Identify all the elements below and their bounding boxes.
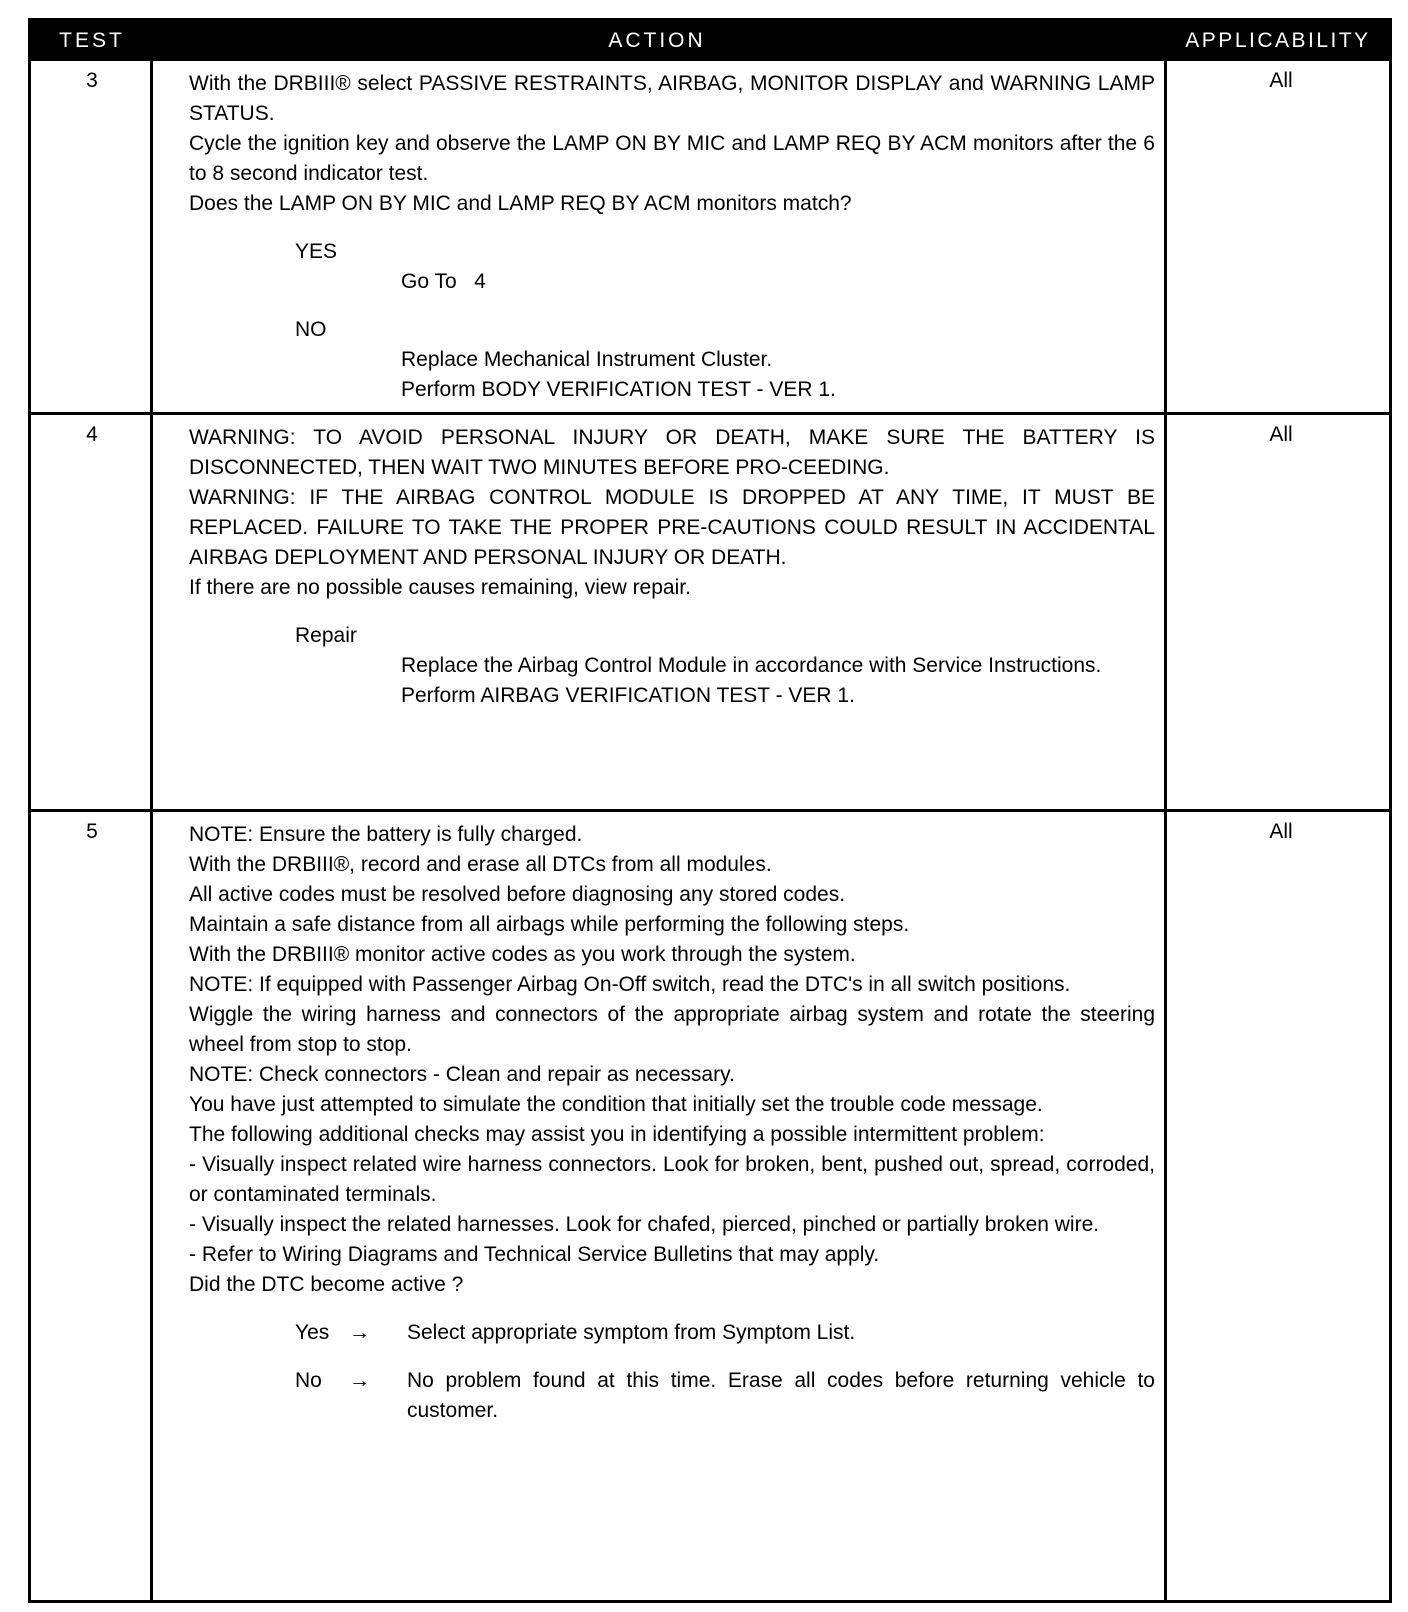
no-label: No [295,1369,322,1392]
action-text: With the DRBIII®, record and erase all DTCs from all modules. [189,853,772,876]
warning-text: WARNING: TO AVOID PERSONAL INJURY OR DEATH, MAKE SURE THE BATTERY IS DISCONNECTED, THEN WAIT TWO MINUTES BEFORE PRO-CEEDING. [189,426,1155,479]
table-row-test-4 [31,415,1389,809]
action-text: NOTE: If equipped with Passenger Airbag On-Off switch, read the DTC's in all switch positions. [189,973,1071,996]
action-text: - Refer to Wiring Diagrams and Technical Service Bulletins that may apply. [189,1243,880,1266]
no-action: Perform BODY VERIFICATION TEST - VER 1. [401,378,836,401]
action-text: All active codes must be resolved before diagnosing any stored codes. [189,883,846,906]
action-text: You have just attempted to simulate the condition that initially set the trouble code message. [189,1093,1043,1116]
action-text: Maintain a safe distance from all airbags while performing the following steps. [189,913,910,936]
action-text: If there are no possible causes remaining, view repair. [189,576,691,599]
header-applicability: APPLICABILITY [1185,29,1371,52]
yes-branch [295,1318,1155,1348]
repair-label: Repair [295,624,357,647]
yes-label: Yes [295,1321,330,1344]
action-text: Cycle the ignition key and observe the LAMP ON BY MIC and LAMP REQ BY ACM monitors after the 6 to 8 second indicator test. [189,132,1155,185]
action-text: With the DRBIII® monitor active codes as you work through the system. [189,943,856,966]
repair-action: Perform AIRBAG VERIFICATION TEST - VER 1. [401,684,855,707]
header-test: TEST [59,29,125,52]
header-action: ACTION [608,29,706,52]
repair-action: Replace the Airbag Control Module in accordance with Service Instructions. [401,654,1102,677]
table-header [31,21,1389,61]
action-text: With the DRBIII® select PASSIVE RESTRAINTS, AIRBAG, MONITOR DISPLAY and WARNING LAMP STATUS. [189,72,1155,125]
test-number: 5 [86,820,98,843]
applicability-value: All [1269,69,1293,92]
action-cell [189,69,1155,405]
applicability-value: All [1269,820,1293,843]
no-action: No problem found at this time. Erase all codes before returning vehicle to customer. [407,1369,1155,1422]
action-text: NOTE: Ensure the battery is fully charged. [189,823,583,846]
table-row-test-5 [31,812,1389,1600]
action-cell [189,820,1155,1426]
no-branch [295,1366,1155,1426]
action-text: Wiggle the wiring harness and connectors of the appropriate airbag system and rotate the steering wheel from stop to stop. [189,1003,1155,1056]
diagnostic-test-table [28,18,1392,1603]
no-action: Replace Mechanical Instrument Cluster. [401,348,773,371]
yes-label: YES [295,240,338,263]
warning-text: WARNING: IF THE AIRBAG CONTROL MODULE IS DROPPED AT ANY TIME, IT MUST BE REPLACED. FAILURE TO TAKE THE PROPER PRE-CAUTIONS COULD RESULT IN ACCIDENTAL AIRBAG DEPLOYMENT AND PERSONAL INJURY OR DEATH. [189,486,1155,569]
action-text: - Visually inspect related wire harness connectors. Look for broken, bent, pushed out, spread, corroded, or contaminated terminals. [189,1153,1155,1206]
yes-action: Select appropriate symptom from Symptom List. [407,1321,856,1344]
action-text: NOTE: Check connectors - Clean and repair as necessary. [189,1063,735,1086]
action-cell [189,423,1155,711]
no-label: NO [295,318,327,341]
yes-action: Go To 4 [401,270,486,293]
arrow-right-icon: → [349,1321,370,1344]
action-text: Does the LAMP ON BY MIC and LAMP REQ BY ACM monitors match? [189,192,852,215]
action-text: - Visually inspect the related harnesses. Look for chafed, pierced, pinched or partially broken wire. [189,1213,1100,1236]
table-row-test-3 [31,61,1389,412]
test-number: 3 [86,69,98,92]
arrow-right-icon: → [349,1369,370,1392]
applicability-value: All [1269,423,1293,446]
test-number: 4 [86,423,98,446]
action-text: The following additional checks may assist you in identifying a possible intermittent problem: [189,1123,1045,1146]
action-text: Did the DTC become active ? [189,1273,464,1296]
